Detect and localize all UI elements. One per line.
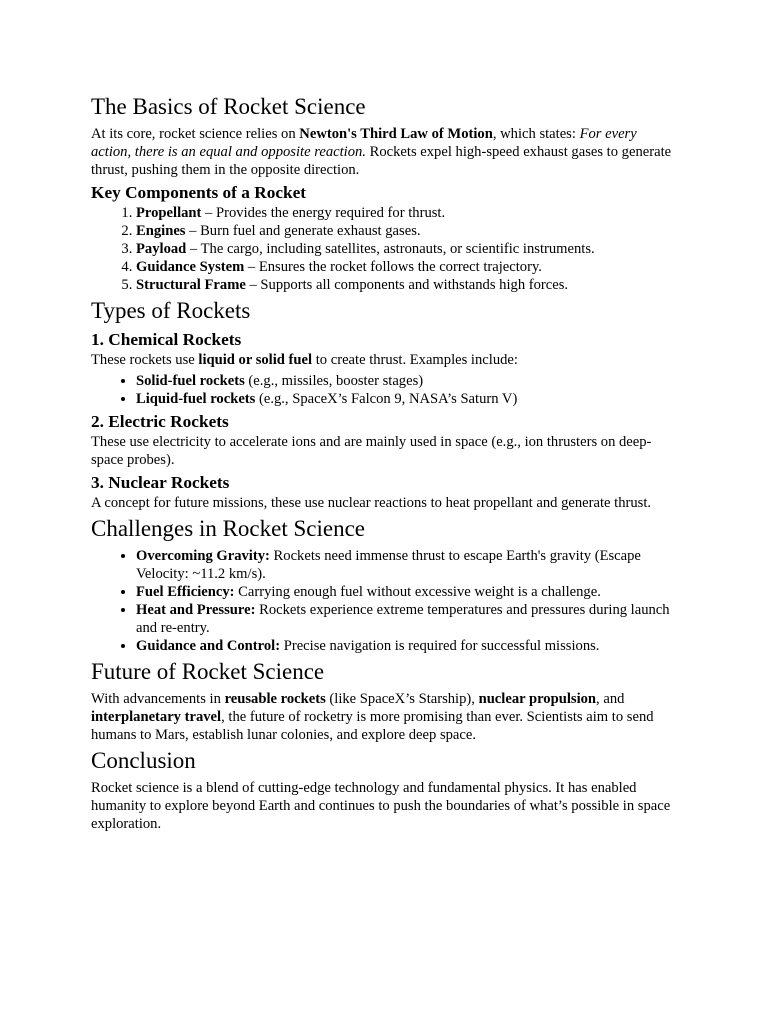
item-term: Liquid-fuel rockets: [136, 391, 256, 407]
future-text-1: With advancements in: [91, 691, 225, 707]
future-bold-1: reusable rockets: [224, 691, 326, 707]
subheading-electric-rockets: 2. Electric Rockets: [91, 412, 229, 431]
intro-paragraph: [91, 125, 678, 179]
item-desc: – The cargo, including satellites, astronauts, or scientific instruments.: [186, 241, 595, 257]
subheading-nuclear-rockets: 3. Nuclear Rockets: [91, 473, 230, 492]
item-desc: – Ensures the rocket follows the correct trajectory.: [244, 259, 542, 275]
chemical-bold: liquid or solid fuel: [198, 352, 313, 368]
item-desc: Rockets need immense thrust to escape Earth's gravity (Escape Velocity: ~11.2 km/s).: [136, 548, 641, 582]
item-term: Solid-fuel rockets: [136, 373, 245, 389]
conclusion-paragraph: Rocket science is a blend of cutting-edge technology and fundamental physics. It has enabled humanity to explore beyond Earth and continues to push the boundaries of what’s possible in space exploration.: [91, 780, 671, 832]
future-text-2: (like SpaceX’s Starship),: [325, 691, 479, 707]
intro-bold: Newton's Third Law of Motion: [299, 126, 493, 142]
item-term: Guidance System: [136, 259, 245, 275]
section-title-types: Types of Rockets: [91, 298, 251, 323]
item-desc: (e.g., missiles, booster stages): [244, 373, 424, 389]
future-text-3: , and: [596, 691, 625, 707]
item-term: Heat and Pressure:: [136, 602, 256, 618]
intro-italic: For every action, there is an equal and opposite reaction.: [91, 126, 637, 160]
list-item: [136, 547, 678, 583]
intro-text-1: At its core, rocket science relies on: [91, 126, 300, 142]
section-title-conclusion: Conclusion: [91, 748, 196, 773]
list-item: [136, 222, 678, 240]
item-desc: – Provides the energy required for thrust.: [201, 205, 446, 221]
item-term: Engines: [136, 223, 186, 239]
item-desc: – Supports all components and withstands high forces.: [245, 277, 569, 293]
intro-text-2: , which states:: [492, 126, 580, 142]
list-item: [136, 601, 678, 637]
nuclear-paragraph: A concept for future missions, these use nuclear reactions to heat propellant and generate thrust.: [91, 495, 652, 511]
item-term: Propellant: [136, 205, 202, 221]
item-desc: Carrying enough fuel without excessive weight is a challenge.: [234, 584, 601, 600]
future-bold-2: nuclear propulsion: [478, 691, 597, 707]
intro-text-3: Rockets expel high-speed exhaust gases to generate thrust, pushing them in the opposite direction.: [91, 144, 672, 178]
item-desc: (e.g., SpaceX’s Falcon 9, NASA’s Saturn V): [255, 391, 518, 407]
list-item: [136, 372, 678, 390]
subheading-chemical-rockets: 1. Chemical Rockets: [91, 330, 242, 349]
chemical-text-1: These rockets use: [91, 352, 199, 368]
item-term: Fuel Efficiency:: [136, 584, 235, 600]
item-term: Guidance and Control:: [136, 638, 281, 654]
list-item: [136, 258, 678, 276]
item-desc: – Burn fuel and generate exhaust gases.: [185, 223, 421, 239]
list-item: [136, 583, 678, 601]
list-item: [136, 204, 678, 222]
item-term: Structural Frame: [136, 277, 246, 293]
item-term: Overcoming Gravity:: [136, 548, 270, 564]
key-components-list: [91, 204, 678, 294]
future-paragraph: [91, 690, 678, 744]
list-item: [136, 390, 678, 408]
chemical-paragraph: [91, 351, 678, 369]
item-desc: Precise navigation is required for successful missions.: [280, 638, 600, 654]
item-term: Payload: [136, 241, 187, 257]
chemical-rockets-list: [91, 372, 678, 408]
list-item: [136, 637, 678, 655]
section-title-basics: The Basics of Rocket Science: [91, 94, 366, 119]
item-desc: Rockets experience extreme temperatures and pressures during launch and re-entry.: [136, 602, 670, 636]
list-item: [136, 240, 678, 258]
section-title-challenges: Challenges in Rocket Science: [91, 516, 366, 541]
chemical-text-2: to create thrust. Examples include:: [312, 352, 518, 368]
future-bold-3: interplanetary travel: [91, 709, 222, 725]
challenges-list: [91, 547, 678, 655]
future-text-4: , the future of rocketry is more promising than ever. Scientists aim to send humans to Mars, establish lunar colonies, and explore deep space.: [91, 709, 654, 743]
subheading-key-components: Key Components of a Rocket: [91, 183, 307, 202]
section-title-future: Future of Rocket Science: [91, 659, 325, 684]
list-item: [136, 276, 678, 294]
document-body: [91, 93, 678, 833]
electric-paragraph: These use electricity to accelerate ions and are mainly used in space (e.g., ion thrusters on deep-space probes).: [91, 434, 652, 468]
